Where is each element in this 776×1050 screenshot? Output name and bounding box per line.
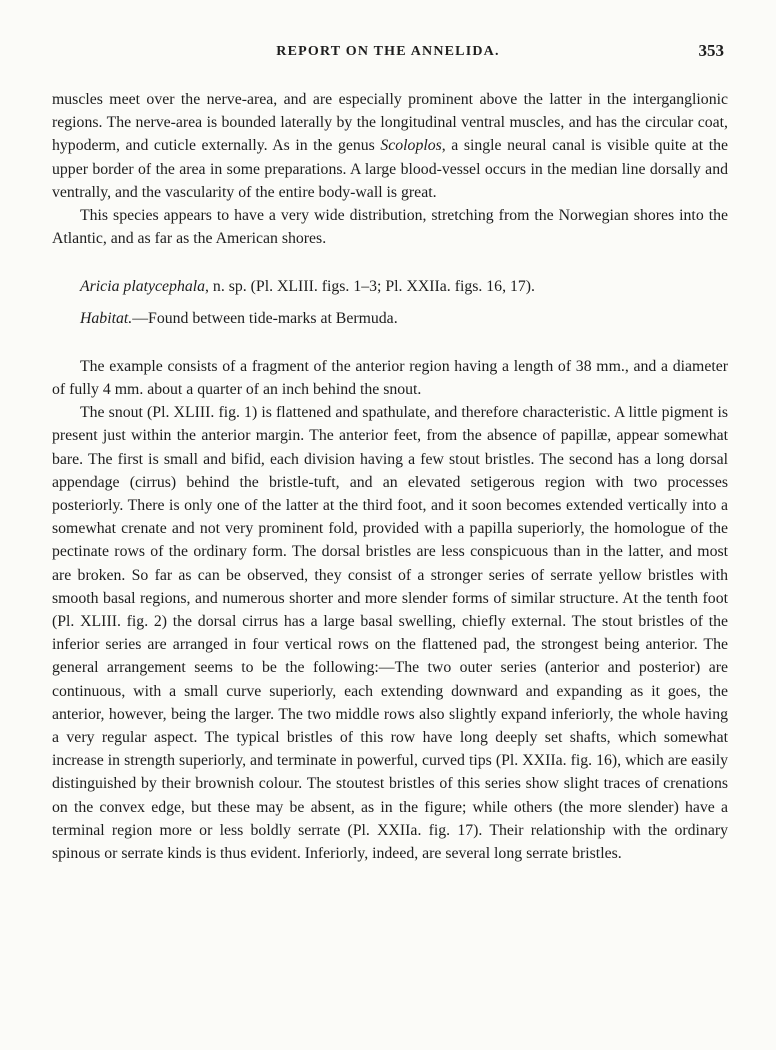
page-header (0, 41, 776, 68)
paragraph-snout: The snout (Pl. XLIII. fig. 1) is flattened and spathulate, and therefore characteristic. A little pigment is present just within the anterior margin. The anterior feet, from the absence of papillæ, appear somewhat bare. The first is small and bifid, each division having a few stout bristles. The second has a long dorsal appendage (cirrus) behind the bristle-tuft, and an elevated setigerous region with two processes posteriorly. There is only one of the latter at the third foot, and it soon becomes extended vertically into a somewhat crenate and not very prominent fold, provided with a papilla superiorly, the homologue of the pectinate rows of the ordinary form. The dorsal bristles are less conspicuous than in the latter, and most are broken. So far as can be observed, they consist of a stronger series of serrate yellow bristles with smooth basal regions, and numerous shorter and more slender forms of similar structure. At the tenth foot (Pl. XLIII. fig. 2) the dorsal cirrus has a large basal swelling, chiefly external. The stout bristles of the inferior series are arranged in four vertical rows on the flattened pad, the strongest being anterior. The general arrangement seems to be the following:—The two outer series (anterior and posterior) are continuous, with a small curve superiorly, each extending downward and expanding as it goes, the anterior, however, being the larger. The two middle rows also slightly expand inferiorly, the whole having a very regular aspect. The typical bristles of this row have long deeply set shafts, which somewhat increase in strength superiorly, and terminate in powerful, curved tips (Pl. XXIIa. fig. 16), which are easily distinguished by their brownish colour. The stoutest bristles of this series show slight traces of crenations on the convex edge, but these may be absent, as in the figure; while others (the more slender) have a terminal region more or less boldly serrate (Pl. XXIIa. fig. 17). Their relationship with the ordinary spinous or serrate kinds is thus evident. Inferiorly, indeed, are several long serrate bristles. (52, 404, 728, 863)
paragraph-1-end: , a single neural canal is visible quite at the upper border of the area in some preparations. A large blood-vessel occurs in the median line dorsally and ventrally, and the vascularity of the entire body-wall is great. (52, 137, 728, 201)
genus-name: Scoloplos (380, 137, 442, 155)
paragraph-continuation (52, 88, 728, 204)
habitat-line (52, 307, 728, 330)
habitat-text: —Found between tide-marks at Bermuda. (132, 309, 398, 327)
paragraph-example: The example consists of a fragment of the anterior region having a length of 38 mm., and a diameter of fully 4 mm. about a quarter of an inch behind the snout. (52, 357, 728, 399)
paragraph-1-text: muscles meet over the nerve-area, and are especially prominent above the latter in the interganglionic regions. The nerve-area is bounded laterally by the longitudinal ventral muscles, and has the circular coat, hypoderm, and cuticle externally. As in the genus (52, 91, 728, 155)
habitat-label: Habitat. (80, 309, 133, 327)
page-number: 353 (698, 41, 724, 60)
species-name: Aricia platycephala (80, 278, 206, 296)
paragraph-distribution: This species appears to have a very wide distribution, stretching from the Norwegian shores into the Atlantic, and as far as the American shores. (52, 207, 728, 248)
species-heading (52, 275, 728, 298)
running-title: REPORT ON THE ANNELIDA. (276, 44, 500, 59)
body-text (52, 88, 728, 865)
species-reference: , n. sp. (Pl. XLIII. figs. 1–3; Pl. XXIIa. figs. 16, 17). (205, 278, 535, 296)
